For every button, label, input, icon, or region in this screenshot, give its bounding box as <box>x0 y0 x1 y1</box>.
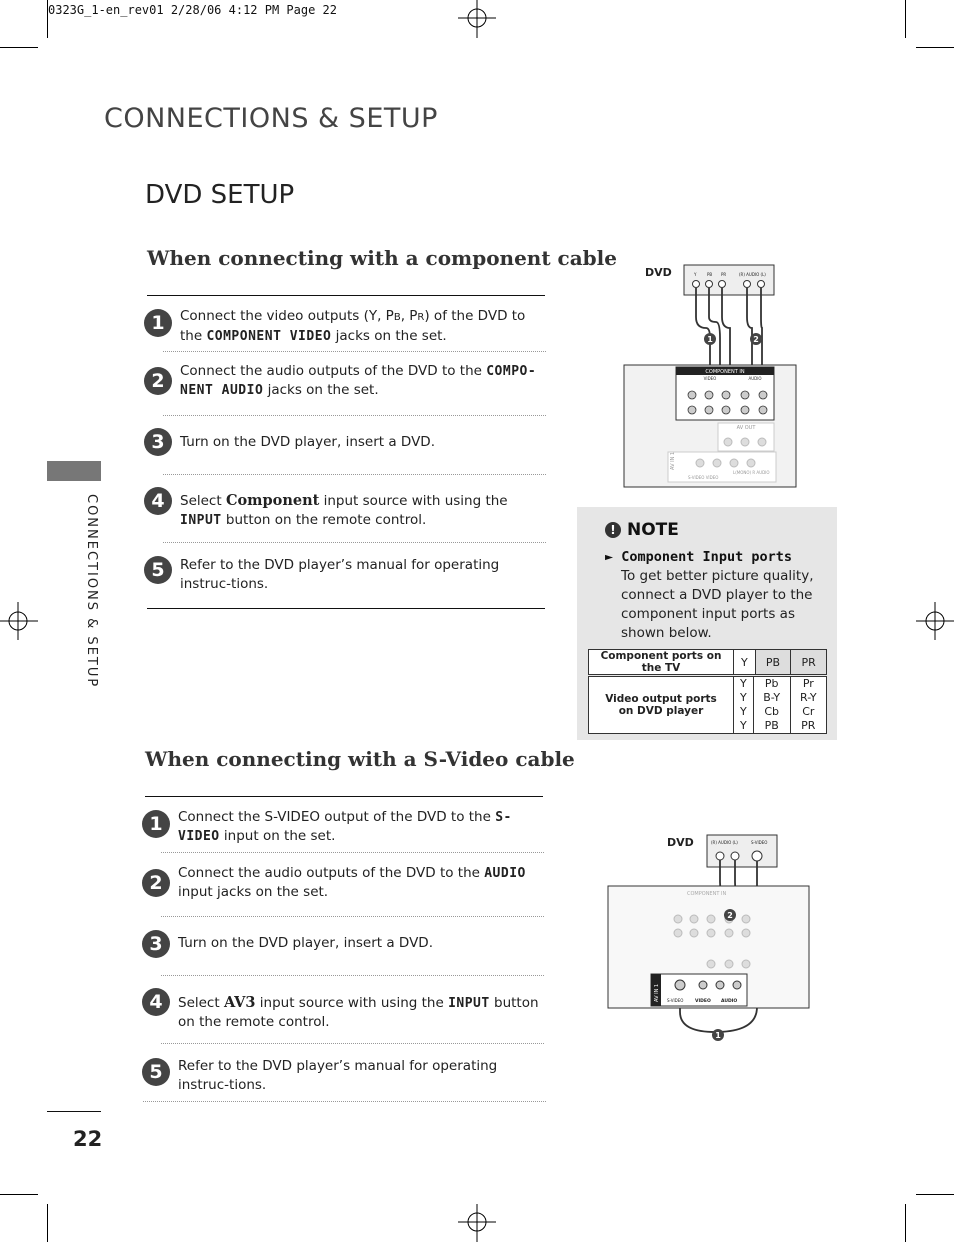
component-bottom-rule <box>147 608 545 609</box>
dvd-label: DVD <box>645 266 672 279</box>
component-top-rule <box>147 295 545 296</box>
svg-text:2: 2 <box>753 335 759 344</box>
component-step-3: Turn on the DVD player, insert a DVD. <box>180 434 435 450</box>
side-tab <box>47 461 101 481</box>
svg-text:Y: Y <box>694 272 697 277</box>
svg-text:VIDEO: VIDEO <box>695 999 711 1004</box>
svg-text:DVD: DVD <box>667 836 694 849</box>
step-number: 3 <box>142 930 170 958</box>
step-number: 2 <box>142 869 170 897</box>
registration-mark-bottom <box>456 1202 498 1242</box>
arrow-icon: ► <box>605 549 614 565</box>
component-heading: When connecting with a component cable <box>147 246 617 270</box>
step-number: 3 <box>144 428 172 456</box>
divider <box>143 1101 546 1102</box>
svg-text:VIDEO: VIDEO <box>703 376 717 381</box>
registration-mark-top <box>456 0 498 40</box>
divider <box>163 351 546 352</box>
svideo-step-1: Connect the S-VIDEO output of the DVD to the S-VIDEO input on the set. <box>178 809 512 844</box>
divider <box>161 852 544 853</box>
divider <box>163 542 546 543</box>
svg-text:AV IN 1: AV IN 1 <box>654 983 660 1002</box>
svg-text:S-VIDEO: S-VIDEO <box>751 840 768 845</box>
step-number: 2 <box>144 367 172 395</box>
tv-ports-table: Component ports on the TV Y PB PR <box>588 649 827 675</box>
component-step-5: Refer to the DVD player’s manual for operating instruc-tions. <box>180 557 500 592</box>
svg-text:2: 2 <box>727 911 733 920</box>
component-step-2: Connect the audio outputs of the DVD to the COMPO-NENT AUDIO jacks on the set. <box>180 363 537 398</box>
divider <box>163 415 546 416</box>
svg-text:(R) AUDIO (L): (R) AUDIO (L) <box>739 272 766 277</box>
divider <box>163 474 546 475</box>
svg-text:COMPONENT IN: COMPONENT IN <box>687 891 727 897</box>
step-number: 1 <box>144 309 172 337</box>
svg-text:AUDIO: AUDIO <box>721 999 738 1004</box>
svg-text:PR: PR <box>721 272 727 277</box>
exclamation-icon: ! <box>605 522 621 538</box>
print-header: 0323G_1-en_rev01 2/28/06 4:12 PM Page 22 <box>48 3 337 17</box>
svideo-step-2: Connect the audio outputs of the DVD to the AUDIO input jacks on the set. <box>178 865 526 900</box>
step-number: 4 <box>142 988 170 1016</box>
step-number: 5 <box>144 556 172 584</box>
svideo-step-3: Turn on the DVD player, insert a DVD. <box>178 935 433 951</box>
divider <box>161 1043 544 1044</box>
svg-text:(R) AUDIO (L): (R) AUDIO (L) <box>711 840 738 845</box>
note-subtitle: ► Component Input ports <box>605 549 792 565</box>
svideo-heading: When connecting with a S-Video cable <box>145 747 575 771</box>
step-number: 1 <box>142 810 170 838</box>
svg-text:1: 1 <box>707 335 713 344</box>
svg-text:AUDIO: AUDIO <box>748 376 762 381</box>
note-title: ! NOTE <box>605 520 679 540</box>
svideo-step-5: Refer to the DVD player’s manual for operating instruc-tions. <box>178 1058 498 1093</box>
svg-text:COMPONENT IN: COMPONENT IN <box>705 369 745 375</box>
svg-text:S-VIDEO VIDEO: S-VIDEO VIDEO <box>688 475 719 480</box>
component-step-1: Connect the video outputs (Y, PB, PR) of the DVD to the COMPONENT VIDEO jacks on the set. <box>180 308 526 344</box>
step-number: 4 <box>144 487 172 515</box>
svg-text:AV OUT: AV OUT <box>736 425 756 431</box>
registration-mark-left <box>0 600 40 642</box>
registration-mark-right <box>914 600 954 642</box>
side-tab-label: CONNECTIONS & SETUP <box>84 494 99 689</box>
svg-text:L(MONO) R AUDIO: L(MONO) R AUDIO <box>733 470 770 475</box>
svg-text:PB: PB <box>707 272 713 277</box>
svideo-step-4: Select AV3 input source with using the INPUT button on the remote control. <box>178 994 539 1030</box>
page-number: 22 <box>73 1127 103 1151</box>
dvd-ports-table: Video output ports on DVD player Y Y Y Y Pb B-Y Cb PB Pr R-Y Cr PR <box>588 676 827 734</box>
step-number: 5 <box>142 1058 170 1086</box>
svg-text:1: 1 <box>715 1031 721 1040</box>
section-title: DVD SETUP <box>145 180 295 210</box>
svideo-top-rule <box>145 796 543 797</box>
chapter-title: CONNECTIONS & SETUP <box>104 103 438 134</box>
divider <box>161 916 544 917</box>
divider <box>161 975 544 976</box>
svideo-connection-diagram <box>605 832 815 1044</box>
svg-text:AV IN 1: AV IN 1 <box>670 451 676 470</box>
page-number-rule <box>47 1111 101 1112</box>
svg-text:S-VIDEO: S-VIDEO <box>667 998 684 1003</box>
note-body: To get better picture quality, connect a DVD player to the component input ports as shown below. <box>621 568 814 641</box>
component-step-4: Select Component input source with using the INPUT button on the remote control. <box>180 492 508 528</box>
component-connection-diagram <box>620 262 800 490</box>
